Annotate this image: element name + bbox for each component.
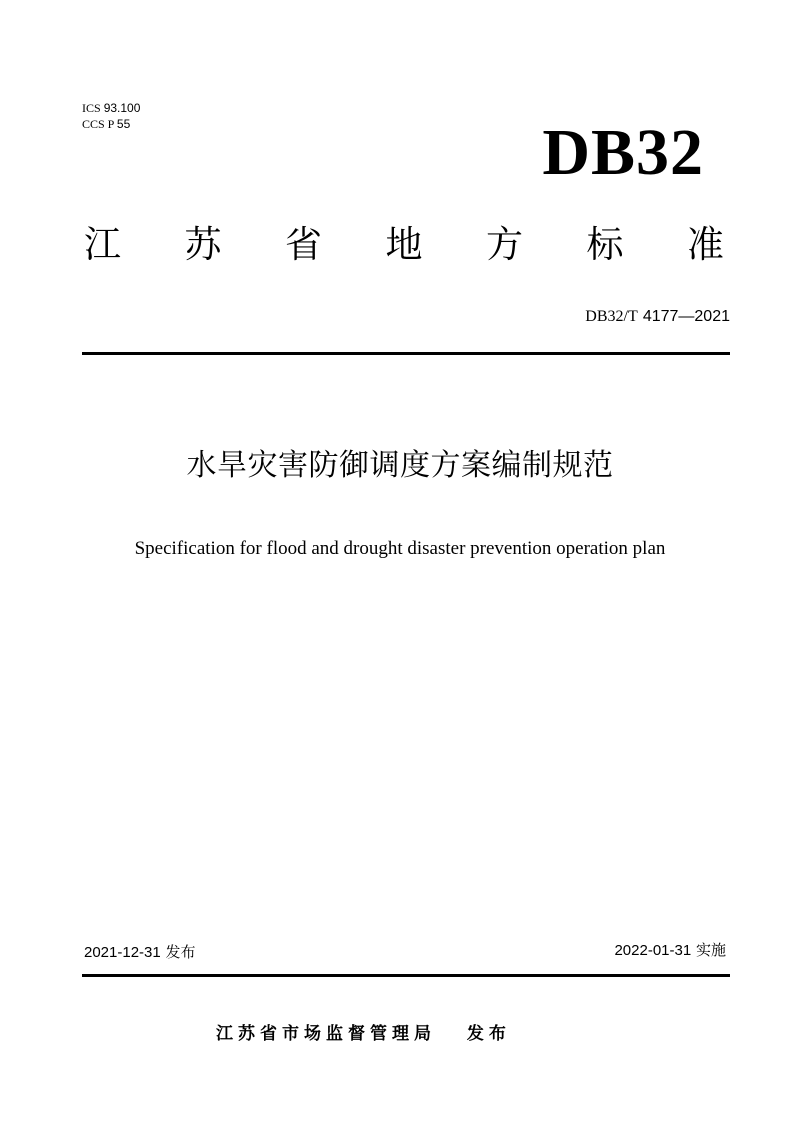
release-label: 发布 xyxy=(165,943,196,961)
org-title-char: 准 xyxy=(687,223,724,266)
standard-code-number: 4177—2021 xyxy=(642,308,730,325)
org-title-char: 江 xyxy=(84,223,121,266)
release-date-value: 2021-12-31 xyxy=(84,944,161,961)
publisher-action: 发布 xyxy=(466,1024,511,1044)
org-title-char: 苏 xyxy=(184,223,222,266)
ccs-value: 55 xyxy=(116,117,131,131)
org-title-char: 标 xyxy=(586,223,624,266)
org-title-char: 省 xyxy=(285,223,322,266)
classification-codes xyxy=(82,100,140,132)
ics-label: ICS xyxy=(82,101,101,115)
ics-code xyxy=(82,100,140,116)
title-chinese: 水旱灾害防御调度方案编制规范 xyxy=(186,448,614,483)
standard-code xyxy=(585,306,730,327)
bottom-divider xyxy=(82,974,730,977)
ccs-code xyxy=(82,116,140,132)
org-title xyxy=(84,220,724,270)
top-divider xyxy=(82,352,730,355)
org-title-char: 方 xyxy=(486,223,523,266)
db-logo: DB32 xyxy=(542,116,704,189)
release-date xyxy=(84,942,196,963)
ics-value: 93.100 xyxy=(103,101,141,115)
org-title-char: 地 xyxy=(385,223,423,266)
implementation-label: 实施 xyxy=(695,941,726,959)
implementation-date-value: 2022-01-31 xyxy=(614,942,692,959)
publisher xyxy=(216,1022,511,1046)
standard-code-prefix: DB32/T xyxy=(585,308,638,325)
publisher-name: 江苏省市场监督管理局 xyxy=(216,1024,436,1044)
implementation-date xyxy=(614,940,726,961)
title-english: Specification for flood and drought disaster prevention operation plan xyxy=(134,538,666,559)
ccs-label: CCS P xyxy=(82,117,114,131)
